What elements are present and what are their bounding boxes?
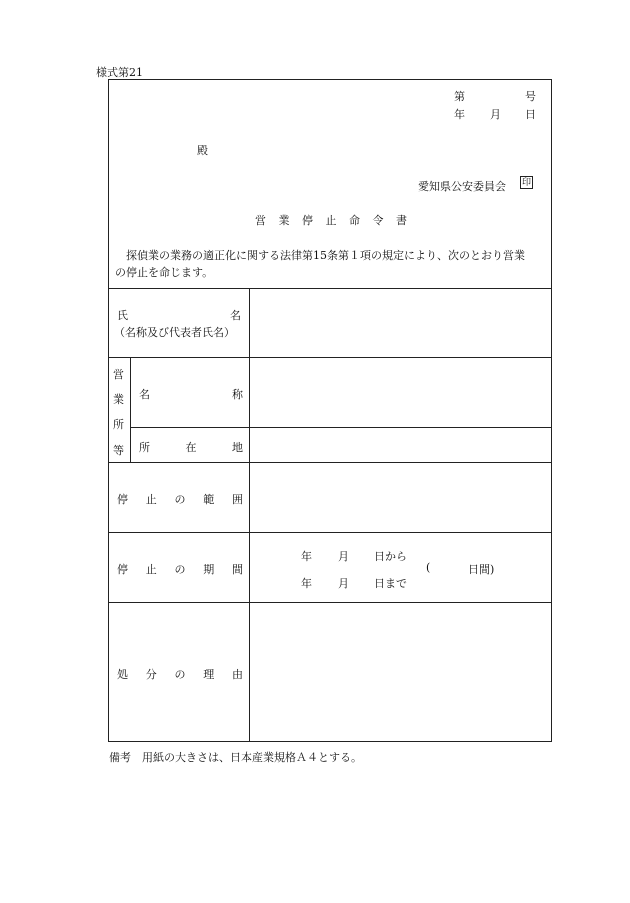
office-vertical-char: 所 — [113, 418, 124, 431]
label-char: 名 — [139, 388, 150, 401]
label-char: 期 — [203, 563, 215, 576]
label-char: 止 — [145, 563, 157, 576]
office-vertical-char: 等 — [113, 444, 124, 457]
row-divider — [108, 602, 552, 603]
period-label — [117, 561, 243, 577]
title-char: 令 — [372, 214, 384, 227]
date-month: 月 — [490, 108, 501, 121]
period-days-open: ( — [426, 561, 431, 574]
reason-label — [117, 666, 243, 682]
title-char: 命 — [349, 214, 360, 227]
title-char: 業 — [278, 214, 290, 227]
label-char: 在 — [185, 441, 197, 454]
row-divider — [108, 532, 552, 533]
seal-text: 印 — [521, 178, 531, 188]
office-location-label — [139, 439, 243, 455]
period-from-year: 年 — [301, 550, 312, 563]
period-days-close: 日間) — [468, 563, 495, 576]
name-label — [117, 307, 241, 323]
document-title — [255, 212, 407, 228]
scope-label — [117, 491, 243, 507]
document-number-suffix: 号 — [525, 90, 536, 103]
date-day: 日 — [525, 108, 536, 121]
title-char: 書 — [396, 214, 407, 227]
body-text-line2: の停止を命じます。 — [115, 266, 214, 279]
label-char: 囲 — [232, 493, 243, 506]
row-divider — [130, 427, 552, 428]
seal-mark — [520, 176, 533, 189]
period-to-day: 日まで — [374, 577, 407, 590]
label-char: 間 — [232, 563, 243, 576]
row-divider — [108, 357, 552, 358]
body-text-line1: 探偵業の業務の適正化に関する法律第15条第１項の規定により、次のとおり営業 — [126, 249, 525, 262]
label-char: 分 — [145, 668, 157, 681]
period-from-month: 月 — [338, 550, 349, 563]
period-to-year: 年 — [301, 577, 312, 590]
label-char: 範 — [203, 493, 215, 506]
table-top-line — [108, 288, 552, 289]
office-vertical-char: 営 — [113, 368, 124, 381]
office-name-label — [139, 386, 243, 402]
title-char: 止 — [325, 214, 337, 227]
column-divider — [249, 288, 250, 742]
label-char: 地 — [232, 441, 243, 454]
label-char: 由 — [232, 668, 243, 681]
document-number-prefix: 第 — [454, 90, 465, 103]
addressee-suffix: 殿 — [197, 144, 208, 157]
label-char: 止 — [145, 493, 157, 506]
label-char: 所 — [139, 441, 150, 454]
label-char: 停 — [117, 563, 128, 576]
note: 備考 用紙の大きさは、日本産業規格Ａ４とする。 — [109, 751, 362, 764]
label-char: 名 — [230, 309, 241, 322]
label-char: 称 — [232, 388, 243, 401]
label-char: 処 — [117, 668, 128, 681]
title-char: 停 — [302, 214, 313, 227]
label-char: の — [174, 563, 186, 576]
period-from-day: 日から — [374, 550, 407, 563]
label-char: 停 — [117, 493, 128, 506]
office-vertical-char: 業 — [113, 393, 124, 406]
row-divider — [108, 462, 552, 463]
title-char: 営 — [255, 214, 266, 227]
period-to-month: 月 — [338, 577, 349, 590]
office-subcolumn-divider — [130, 357, 131, 462]
issuer: 愛知県公安委員会 — [418, 180, 506, 193]
label-char: 氏 — [117, 309, 128, 322]
label-char: 理 — [203, 668, 215, 681]
date-year: 年 — [454, 108, 465, 121]
label-char: の — [174, 668, 186, 681]
label-char: の — [174, 493, 186, 506]
name-sublabel: （名称及び代表者氏名） — [114, 326, 235, 339]
form-number: 様式第21 — [96, 66, 143, 79]
